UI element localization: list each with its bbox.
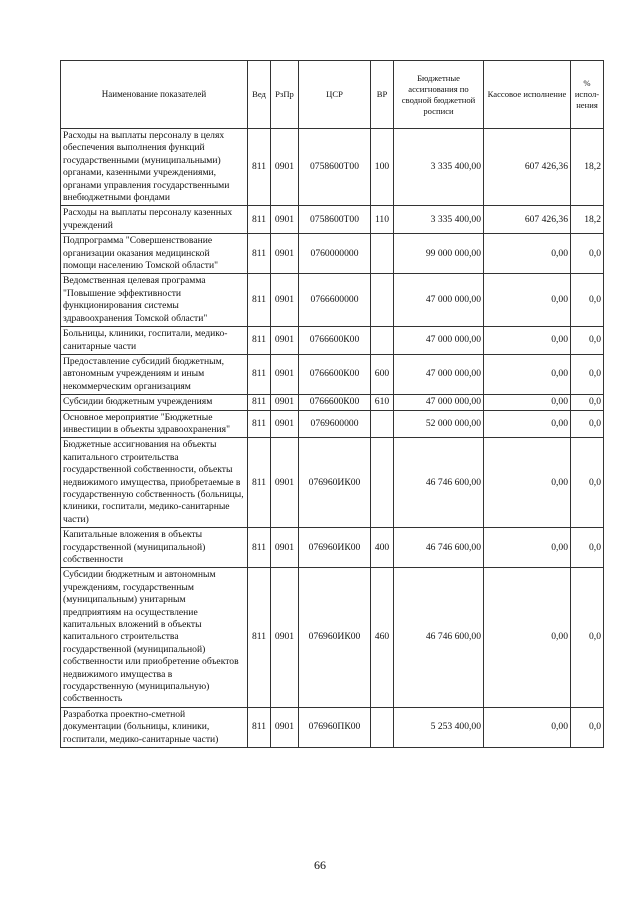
row-ved: 811	[248, 395, 271, 410]
row-vr: 110	[371, 206, 394, 234]
row-budget: 47 000 000,00	[394, 395, 484, 410]
row-vr: 610	[371, 395, 394, 410]
row-cash: 0,00	[484, 707, 571, 747]
row-pct: 18,2	[571, 206, 604, 234]
row-pct: 0,0	[571, 707, 604, 747]
row-cash: 0,00	[484, 528, 571, 568]
row-budget: 52 000 000,00	[394, 410, 484, 438]
row-cash: 0,00	[484, 274, 571, 327]
row-rzpr: 0901	[271, 274, 299, 327]
row-rzpr: 0901	[271, 528, 299, 568]
row-ved: 811	[248, 410, 271, 438]
row-name: Субсидии бюджетным и автономным учреждениям, государственным (муниципальным) унитарным предприятиям на осуществление капитальных вложений в объекты капитального строительства государственной (муниципальной) собственности или приобретение объектов недвижимого имущества в государственную (муниципальную) собственность	[61, 568, 248, 707]
table-row	[61, 234, 604, 274]
row-ved: 811	[248, 707, 271, 747]
row-rzpr: 0901	[271, 129, 299, 206]
row-ved: 811	[248, 327, 271, 355]
row-budget: 46 746 600,00	[394, 528, 484, 568]
row-budget: 47 000 000,00	[394, 274, 484, 327]
table-header-row	[61, 61, 604, 129]
table-row	[61, 528, 604, 568]
row-cash: 0,00	[484, 438, 571, 528]
row-csr: 076960ИК00	[299, 438, 371, 528]
row-rzpr: 0901	[271, 234, 299, 274]
header-csr: ЦСР	[299, 61, 371, 129]
row-budget: 99 000 000,00	[394, 234, 484, 274]
row-cash: 0,00	[484, 410, 571, 438]
row-pct: 0,0	[571, 438, 604, 528]
row-pct: 0,0	[571, 410, 604, 438]
row-rzpr: 0901	[271, 327, 299, 355]
row-pct: 18,2	[571, 129, 604, 206]
row-budget: 47 000 000,00	[394, 327, 484, 355]
row-name: Ведомственная целевая программа "Повышение эффективности функционирования системы здравоохранения Томской области"	[61, 274, 248, 327]
header-pct: % испол-нения	[571, 61, 604, 129]
row-csr: 0758600Т00	[299, 206, 371, 234]
row-ved: 811	[248, 234, 271, 274]
row-pct: 0,0	[571, 395, 604, 410]
row-rzpr: 0901	[271, 395, 299, 410]
table-row	[61, 274, 604, 327]
row-pct: 0,0	[571, 327, 604, 355]
row-vr	[371, 707, 394, 747]
row-vr	[371, 274, 394, 327]
row-csr: 0766600К00	[299, 395, 371, 410]
header-ved: Вед	[248, 61, 271, 129]
header-cash: Кассовое исполнение	[484, 61, 571, 129]
row-ved: 811	[248, 274, 271, 327]
row-csr: 076960ИК00	[299, 528, 371, 568]
row-vr	[371, 327, 394, 355]
header-vr: ВР	[371, 61, 394, 129]
row-name: Субсидии бюджетным учреждениям	[61, 395, 248, 410]
row-pct: 0,0	[571, 568, 604, 707]
row-budget: 46 746 600,00	[394, 568, 484, 707]
row-budget: 47 000 000,00	[394, 354, 484, 394]
row-csr: 0766600000	[299, 274, 371, 327]
table-row	[61, 327, 604, 355]
table-row	[61, 410, 604, 438]
row-vr	[371, 410, 394, 438]
row-vr: 600	[371, 354, 394, 394]
row-rzpr: 0901	[271, 206, 299, 234]
row-cash: 607 426,36	[484, 206, 571, 234]
row-rzpr: 0901	[271, 354, 299, 394]
row-name: Расходы на выплаты персоналу в целях обеспечения выполнения функций государственными (муниципальными) органами, казенными учреждениями, органами управления государственными внебюджетными фондами	[61, 129, 248, 206]
row-vr	[371, 438, 394, 528]
row-rzpr: 0901	[271, 568, 299, 707]
budget-execution-table	[60, 60, 604, 748]
row-budget: 3 335 400,00	[394, 129, 484, 206]
row-rzpr: 0901	[271, 707, 299, 747]
table-row	[61, 568, 604, 707]
header-rzpr: РзПр	[271, 61, 299, 129]
row-ved: 811	[248, 354, 271, 394]
row-cash: 0,00	[484, 395, 571, 410]
row-name: Подпрограмма "Совершенствование организации оказания медицинской помощи населению Томской области"	[61, 234, 248, 274]
row-cash: 607 426,36	[484, 129, 571, 206]
row-pct: 0,0	[571, 274, 604, 327]
row-ved: 811	[248, 528, 271, 568]
row-ved: 811	[248, 129, 271, 206]
row-pct: 0,0	[571, 528, 604, 568]
row-rzpr: 0901	[271, 410, 299, 438]
row-csr: 0758600Т00	[299, 129, 371, 206]
table-row	[61, 206, 604, 234]
row-cash: 0,00	[484, 354, 571, 394]
row-budget: 46 746 600,00	[394, 438, 484, 528]
row-name: Капитальные вложения в объекты государственной (муниципальной) собственности	[61, 528, 248, 568]
row-cash: 0,00	[484, 568, 571, 707]
row-name: Бюджетные ассигнования на объекты капитального строительства государственной собственности, объекты недвижимого имущества, приобретаемые в государственную собственность (больницы, клиники, госпитали, медико-санитарные части)	[61, 438, 248, 528]
row-vr: 460	[371, 568, 394, 707]
row-budget: 3 335 400,00	[394, 206, 484, 234]
table-row	[61, 354, 604, 394]
row-cash: 0,00	[484, 234, 571, 274]
row-ved: 811	[248, 206, 271, 234]
table-row	[61, 129, 604, 206]
row-csr: 0766600К00	[299, 354, 371, 394]
row-csr: 076960ПК00	[299, 707, 371, 747]
row-name: Расходы на выплаты персоналу казенных учреждений	[61, 206, 248, 234]
row-budget: 5 253 400,00	[394, 707, 484, 747]
row-pct: 0,0	[571, 234, 604, 274]
row-vr: 100	[371, 129, 394, 206]
row-ved: 811	[248, 568, 271, 707]
row-cash: 0,00	[484, 327, 571, 355]
row-name: Больницы, клиники, госпитали, медико-санитарные части	[61, 327, 248, 355]
row-vr	[371, 234, 394, 274]
row-csr: 0769600000	[299, 410, 371, 438]
row-csr: 0766600К00	[299, 327, 371, 355]
row-ved: 811	[248, 438, 271, 528]
row-name: Разработка проектно-сметной документации (больницы, клиники, госпитали, медико-санитарные части)	[61, 707, 248, 747]
page-number: 66	[314, 858, 326, 872]
row-rzpr: 0901	[271, 438, 299, 528]
header-budget: Бюджетные ассигнования по сводной бюджетной росписи	[394, 61, 484, 129]
table-row	[61, 395, 604, 410]
table-row	[61, 438, 604, 528]
table-row	[61, 707, 604, 747]
row-csr: 076960ИК00	[299, 568, 371, 707]
header-name: Наименование показателей	[61, 61, 248, 129]
row-pct: 0,0	[571, 354, 604, 394]
row-name: Предоставление субсидий бюджетным, автономным учреждениям и иным некоммерческим организациям	[61, 354, 248, 394]
row-csr: 0760000000	[299, 234, 371, 274]
row-name: Основное мероприятие "Бюджетные инвестиции в объекты здравоохранения"	[61, 410, 248, 438]
row-vr: 400	[371, 528, 394, 568]
